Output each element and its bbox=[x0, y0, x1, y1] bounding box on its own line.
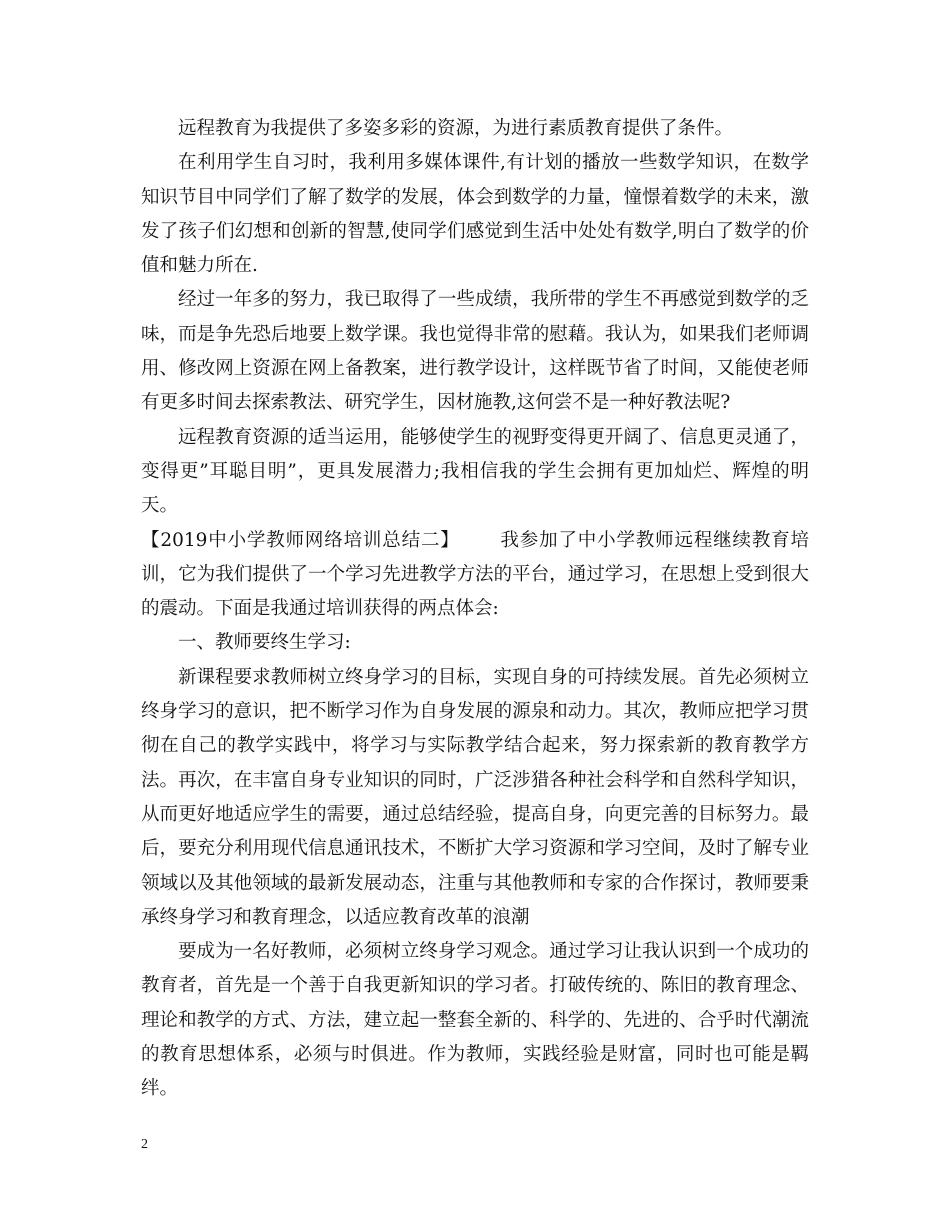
subheading: 一、教师要终生学习: bbox=[178, 632, 351, 654]
paragraph: 要成为一名好教师，必须树立终身学习观念。通过学习让我认识到一个成功的教育者，首先是一个善于自我更新知识的学习者。打破传统的、陈旧的教育理念、理论和教学的方式、方法，建立起一整套全新的、科学的、先进的、合乎时代潮流的教育思想体系，必须与时俱进。作为教师，实践经验是财富，同时也可能是羁绊。 bbox=[141, 941, 809, 1100]
section-paragraph bbox=[141, 524, 809, 627]
paragraph: 远程教育资源的适当运用，能够使学生的视野变得更开阔了、信息更灵通了，变得更”耳聪目明”，更具发展潜力;我相信我的学生会拥有更加灿烂、辉煌的明天。 bbox=[141, 426, 809, 517]
document-body bbox=[141, 112, 809, 1107]
paragraph: 在利用学生自习时，我利用多媒体课件,有计划的播放一些数学知识，在数学知识节目中同学们了解了数学的发展，体会到数学的力量，憧憬着数学的未来，激发了孩子们幻想和创新的智慧,使同学们感觉到生活中处处有数学,明白了数学的价值和魅力所在. bbox=[141, 152, 809, 277]
section-heading: 【2019中小学教师网络培训总结二】 bbox=[141, 529, 460, 551]
paragraph: 远程教育为我提供了多姿多彩的资源，为进行素质教育提供了条件。 bbox=[178, 118, 734, 139]
paragraph: 新课程要求教师树立终身学习的目标，实现自身的可持续发展。首先必须树立终身学习的意识，把不断学习作为自身发展的源泉和动力。其次，教师应把学习贯彻在自己的教学实践中，将学习与实际教学结合起来，努力探索新的教育教学方法。再次，在丰富自身专业知识的同时，广泛涉猎各种社会科学和自然科学知识，从而更好地适应学生的需要，通过总结经验，提高自身，向更完善的目标努力。最后，要充分利用现代信息通讯技术，不断扩大学习资源和学习空间，及时了解专业领域以及其他领域的最新发展动态，注重与其他教师和专家的合作探讨，教师要秉承终身学习和教育理念，以适应教育改革的浪潮 bbox=[141, 666, 809, 928]
page-number: 2 bbox=[141, 1137, 148, 1152]
section-intro: 我参加了中小学教师远程继续教育培训，它为我们提供了一个学习先进教学方法的平台，通过学习，在思想上受到很大的震动。下面是我通过培训获得的两点体会: bbox=[141, 529, 809, 620]
paragraph: 经过一年多的努力，我已取得了一些成绩，我所带的学生不再感觉到数学的乏味，而是争先恐后地要上数学课。我也觉得非常的慰藉。我认为，如果我们老师调用、修改网上资源在网上备教案，进行教学设计，这样既节省了时间，又能使老师有更多时间去探索教法、研究学生，因材施教,这何尝不是一种好教法呢? bbox=[141, 289, 809, 414]
